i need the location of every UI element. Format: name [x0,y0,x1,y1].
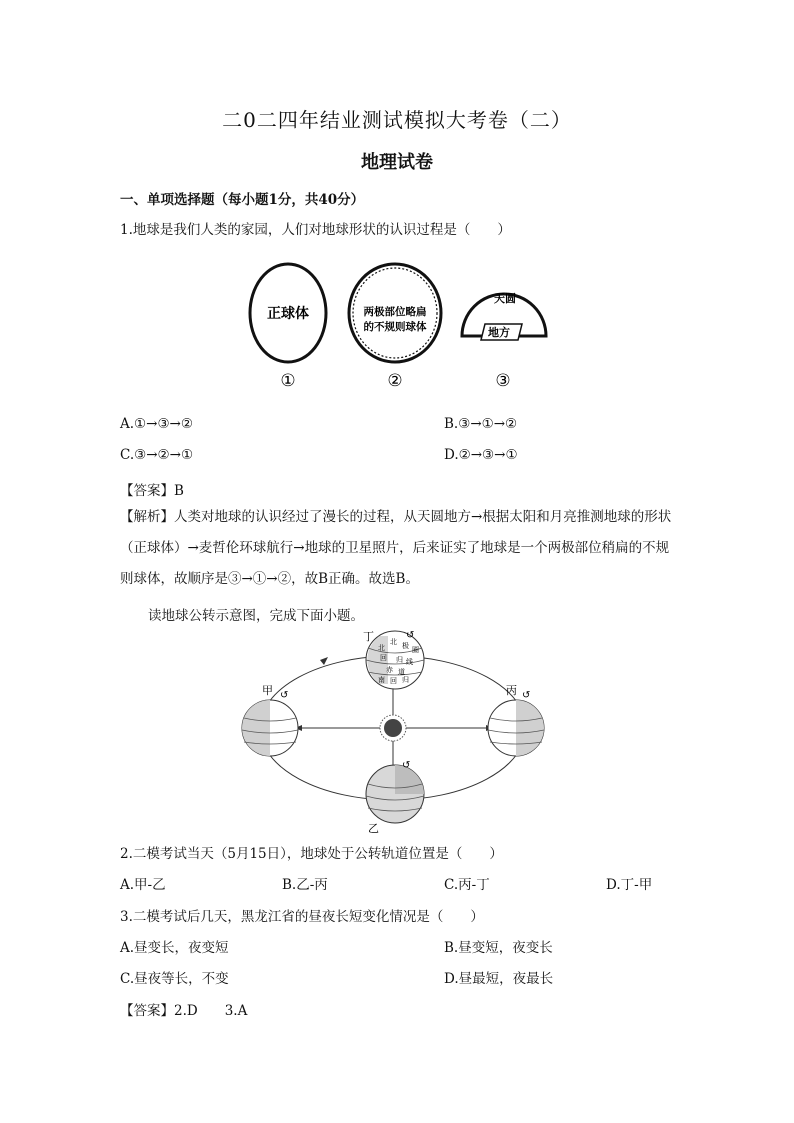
question-2-stem: 2.二模考试当天（5月15日），地球处于公转轨道位置是（ ） [120,846,503,862]
q1-option-c: C.③→②→① [120,447,194,463]
earth-globe-jia [242,690,298,756]
svg-text:归: 归 [396,656,403,664]
label-jia: 甲 [262,684,273,697]
q2-q3-answer: 【答案】2.D 3.A [120,1003,248,1019]
exam-subtitle: 地理试卷 [361,152,433,173]
label-bing: 丙 [506,684,517,697]
q3-option-b: B.昼变短，夜变长 [444,940,553,956]
q3-option-c: C.昼夜等长，不变 [120,971,229,987]
sphere-shape [250,264,326,362]
dome-shape [462,291,546,340]
shape3-top-label: 天圆 [494,292,516,305]
q2-option-a: A.甲-乙 [120,877,166,893]
svg-text:极: 极 [402,642,409,650]
earth-orbit-figure [238,628,548,836]
shape2-line2: 的不规则球体 [363,321,427,333]
q1-option-a: A.①→③→② [120,416,193,432]
shape1-label: 正球体 [267,306,309,322]
label-ding: 丁 [363,630,374,643]
svg-text:北: 北 [378,644,385,652]
svg-text:↺: ↺ [406,630,415,641]
q2-option-d: D.丁-甲 [606,877,653,893]
figure-num-1: ① [280,371,296,391]
q1-option-b: B.③→①→② [444,416,518,432]
question-3-stem: 3.二模考试后几天，黑龙江省的昼夜长短变化情况是（ ） [120,909,484,925]
section-heading: 一、单项选择题（每小题1分，共40分） [120,192,365,208]
geoid-shape [349,264,441,362]
q3-option-a: A.昼变长，夜变短 [120,940,229,956]
svg-text:道: 道 [398,668,405,676]
svg-text:线: 线 [406,658,413,666]
earth-globe-ding [366,630,424,689]
q1-answer: 【答案】B [120,483,184,499]
svg-text:回: 回 [380,654,387,662]
q2-option-c: C.丙-丁 [444,877,490,893]
label-yi: 乙 [368,822,379,835]
earth-globe-bing [488,690,544,756]
q1-analysis: 【解析】人类对地球的认识经过了漫长的过程，从天圆地方→根据太阳和月亮推测地球的形状（正球体）→麦哲伦环球航行→地球的卫星照片，后来证实了地球是一个两极部位稍扁的不规则球体，故顺序是③→①→②，故B正确。故选B。 [120,509,672,587]
svg-text:回: 回 [390,677,397,685]
svg-text:↺: ↺ [522,690,531,701]
figure-num-2: ② [387,371,403,391]
exam-title: 二0二四年结业测试模拟大考卷（二） [222,108,572,132]
svg-text:圈: 圈 [412,646,419,654]
figure-num-3: ③ [495,371,511,391]
q1-option-d: D.②→③→① [444,447,518,463]
svg-text:北: 北 [390,638,397,646]
svg-text:赤: 赤 [386,666,393,674]
svg-text:↺: ↺ [402,760,411,771]
shape3-bottom-label: 地方 [488,326,510,339]
orbit-intro: 读地球公转示意图，完成下面小题。 [148,608,364,624]
question-1-stem: 1.地球是我们人类的家园，人们对地球形状的认识过程是（ ） [120,222,511,238]
sun-icon [380,715,406,741]
earth-globe-yi [366,760,424,823]
q2-option-b: B.乙-丙 [282,877,328,893]
svg-text:归: 归 [402,676,409,684]
shape2-line1: 两极部位略扁 [363,306,427,318]
earth-shape-figure [240,258,560,393]
svg-text:↺: ↺ [280,690,289,701]
svg-text:南: 南 [378,676,385,684]
q3-option-d: D.昼最短，夜最长 [444,971,554,987]
